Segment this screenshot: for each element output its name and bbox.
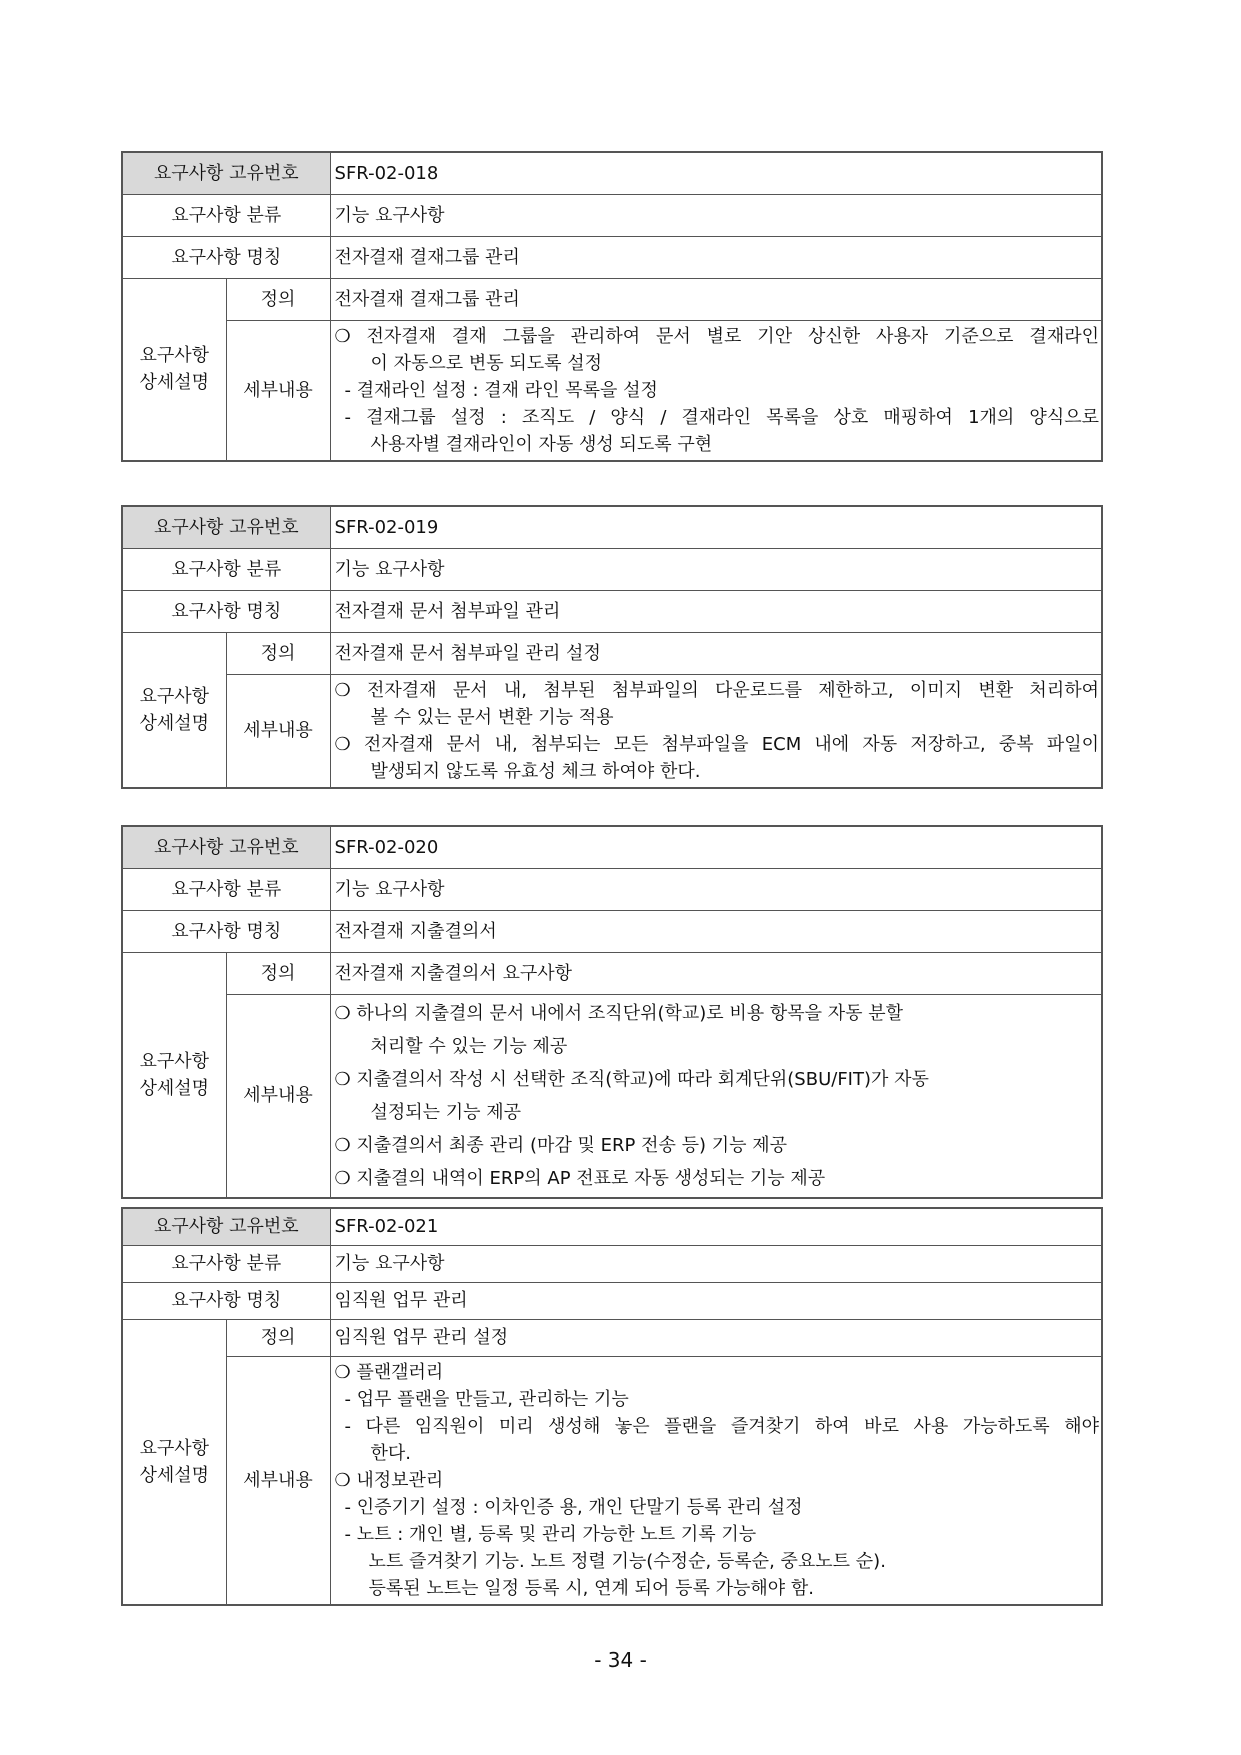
detail-line: ❍ 지출결의 내역이 ERP의 AP 전표로 자동 생성되는 기능 제공 bbox=[334, 1167, 826, 1189]
detail-line: - 인증기기 설정 : 이차인증 용, 개인 단말기 등록 관리 설정 bbox=[344, 1496, 803, 1518]
requirement-table-sfr-02-019 bbox=[121, 505, 1103, 789]
requirement-details bbox=[330, 994, 1102, 1198]
requirement-id: SFR-02-020 bbox=[330, 826, 1102, 868]
requirement-table-sfr-02-021 bbox=[121, 1207, 1103, 1606]
label-detail: 요구사항 상세설명 bbox=[122, 952, 226, 1198]
detail-line: - 노트 : 개인 별, 등록 및 관리 가능한 노트 기록 기능 bbox=[344, 1523, 757, 1545]
requirement-id: SFR-02-019 bbox=[330, 506, 1102, 548]
label-definition: 정의 bbox=[226, 632, 330, 674]
label-category: 요구사항 분류 bbox=[122, 548, 330, 590]
requirement-category: 기능 요구사항 bbox=[330, 868, 1102, 910]
detail-line: ❍ 내정보관리 bbox=[334, 1469, 444, 1491]
detail-line: 처리할 수 있는 기능 제공 bbox=[370, 1035, 568, 1057]
detail-line: 노트 즐겨찾기 기능. 노트 정렬 기능(수정순, 등록순, 중요노트 순). bbox=[368, 1550, 886, 1572]
label-detail: 요구사항 상세설명 bbox=[122, 278, 226, 461]
label-name: 요구사항 명칭 bbox=[122, 236, 330, 278]
requirement-details bbox=[330, 1356, 1102, 1605]
requirement-definition: 전자결재 지출결의서 요구사항 bbox=[330, 952, 1102, 994]
label-id: 요구사항 고유번호 bbox=[122, 152, 330, 194]
detail-line: 등록된 노트는 일정 등록 시, 연계 되어 등록 가능해야 함. bbox=[368, 1577, 814, 1599]
requirement-table-sfr-02-018 bbox=[121, 151, 1103, 462]
detail-line: 이 자동으로 변동 되도록 설정 bbox=[370, 352, 603, 374]
detail-line: ❍ 전자결재 결재 그룹을 관리하여 문서 별로 기안 상신한 사용자 기준으로 결재라인 bbox=[334, 325, 1099, 347]
page-number: - 34 - bbox=[594, 1648, 647, 1672]
detail-line: ❍ 전자결재 문서 내, 첨부된 첨부파일의 다운로드를 제한하고, 이미지 변환 처리하여 bbox=[334, 679, 1099, 701]
requirement-id: SFR-02-018 bbox=[330, 152, 1102, 194]
label-name: 요구사항 명칭 bbox=[122, 1282, 330, 1319]
label-name: 요구사항 명칭 bbox=[122, 910, 330, 952]
requirement-id: SFR-02-021 bbox=[330, 1208, 1102, 1245]
requirement-details bbox=[330, 674, 1102, 788]
label-name: 요구사항 명칭 bbox=[122, 590, 330, 632]
label-id: 요구사항 고유번호 bbox=[122, 826, 330, 868]
label-content: 세부내용 bbox=[226, 320, 330, 461]
requirement-name: 임직원 업무 관리 bbox=[330, 1282, 1102, 1319]
detail-line: ❍ 전자결재 문서 내, 첨부되는 모든 첨부파일을 ECM 내에 자동 저장하고, 중복 파일이 bbox=[334, 733, 1099, 755]
requirement-category: 기능 요구사항 bbox=[330, 194, 1102, 236]
label-category: 요구사항 분류 bbox=[122, 868, 330, 910]
label-content: 세부내용 bbox=[226, 1356, 330, 1605]
detail-line: ❍ 하나의 지출결의 문서 내에서 조직단위(학교)로 비용 항목을 자동 분할 bbox=[334, 1002, 904, 1024]
detail-line: ❍ 플랜갤러리 bbox=[334, 1361, 444, 1383]
label-category: 요구사항 분류 bbox=[122, 194, 330, 236]
detail-line: 설정되는 기능 제공 bbox=[370, 1101, 522, 1123]
requirement-definition: 전자결재 결재그룹 관리 bbox=[330, 278, 1102, 320]
label-detail: 요구사항 상세설명 bbox=[122, 632, 226, 788]
requirement-table-sfr-02-020 bbox=[121, 825, 1103, 1199]
label-detail: 요구사항 상세설명 bbox=[122, 1319, 226, 1605]
label-definition: 정의 bbox=[226, 1319, 330, 1356]
label-id: 요구사항 고유번호 bbox=[122, 1208, 330, 1245]
label-definition: 정의 bbox=[226, 952, 330, 994]
detail-line: - 업무 플랜을 만들고, 관리하는 기능 bbox=[344, 1388, 629, 1410]
label-content: 세부내용 bbox=[226, 994, 330, 1198]
detail-line: 발생되지 않도록 유효성 체크 하여야 한다. bbox=[370, 760, 701, 782]
label-id: 요구사항 고유번호 bbox=[122, 506, 330, 548]
requirement-definition: 전자결재 문서 첨부파일 관리 설정 bbox=[330, 632, 1102, 674]
requirement-name: 전자결재 문서 첨부파일 관리 bbox=[330, 590, 1102, 632]
requirement-category: 기능 요구사항 bbox=[330, 548, 1102, 590]
requirement-details bbox=[330, 320, 1102, 461]
detail-line: ❍ 지출결의서 최종 관리 (마감 및 ERP 전송 등) 기능 제공 bbox=[334, 1134, 788, 1156]
detail-line: - 다른 임직원이 미리 생성해 놓은 플랜을 즐겨찾기 하여 바로 사용 가능하도록 해야 bbox=[344, 1415, 1099, 1437]
requirement-name: 전자결재 결재그룹 관리 bbox=[330, 236, 1102, 278]
requirement-category: 기능 요구사항 bbox=[330, 1245, 1102, 1282]
detail-line: ❍ 지출결의서 작성 시 선택한 조직(학교)에 따라 회계단위(SBU/FIT)가 자동 bbox=[334, 1068, 929, 1090]
detail-line: - 결재라인 설정 : 결재 라인 목록을 설정 bbox=[344, 379, 658, 401]
detail-line: 한다. bbox=[370, 1442, 412, 1464]
detail-line: 사용자별 결재라인이 자동 생성 되도록 구현 bbox=[370, 433, 713, 455]
label-category: 요구사항 분류 bbox=[122, 1245, 330, 1282]
detail-line: 볼 수 있는 문서 변환 기능 적용 bbox=[370, 706, 614, 728]
label-definition: 정의 bbox=[226, 278, 330, 320]
label-content: 세부내용 bbox=[226, 674, 330, 788]
requirement-name: 전자결재 지출결의서 bbox=[330, 910, 1102, 952]
requirement-definition: 임직원 업무 관리 설정 bbox=[330, 1319, 1102, 1356]
detail-line: - 결재그룹 설정 : 조직도 / 양식 / 결재라인 목록을 상호 매핑하여 1개의 양식으로 bbox=[344, 406, 1099, 428]
